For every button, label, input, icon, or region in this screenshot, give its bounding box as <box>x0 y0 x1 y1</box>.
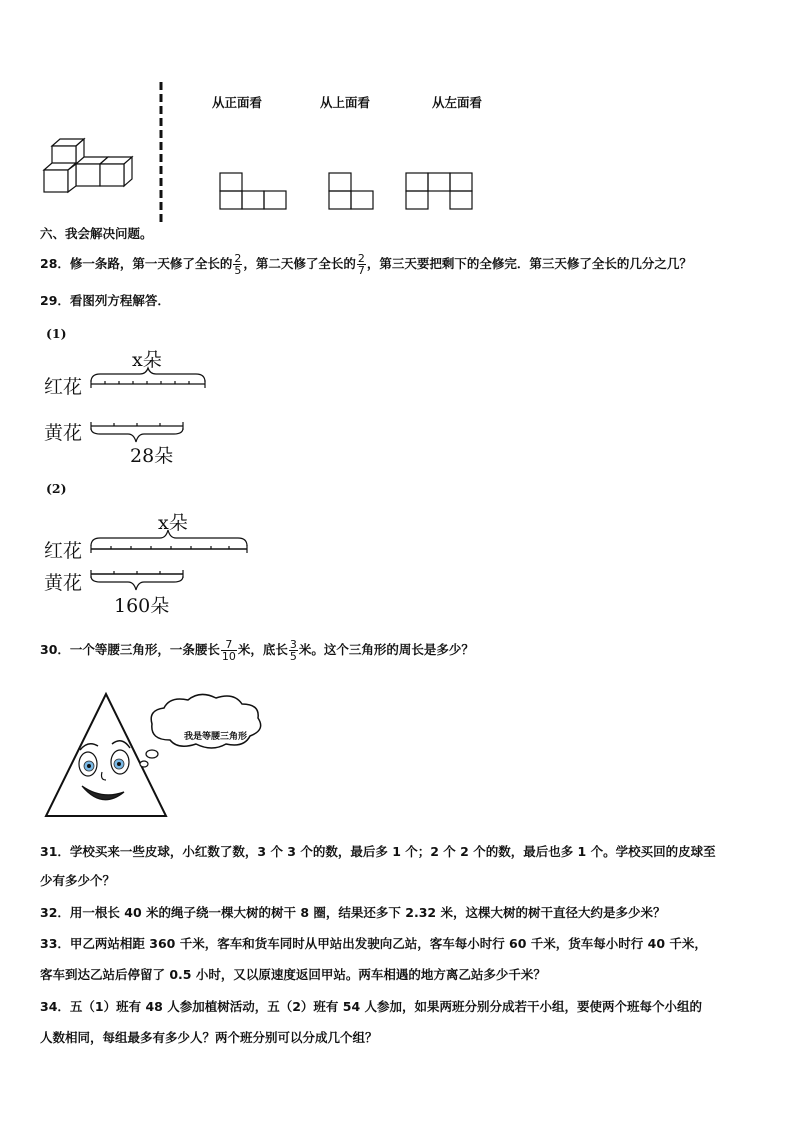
q28-text-b: ，第二天修了全长的 <box>243 256 356 271</box>
question-28 <box>40 253 692 276</box>
question-29-title: 29．看图列方程解答． <box>40 293 170 308</box>
fraction-7-10: $\frac{7}{10}$ <box>221 638 236 663</box>
view-label-left: 从左面看 <box>432 95 483 110</box>
top-view-grid <box>328 172 378 212</box>
q29-1-red-label: 红花 <box>44 376 83 398</box>
front-view-grid <box>219 172 289 212</box>
cube-figure <box>40 136 142 196</box>
question-31-line-1: 31．学校买来一些皮球，小红数了数，3 个 3 个的数，最后多 1 个；2 个 2 个的数，最后也多 1 个。学校买回的皮球至 <box>40 844 716 859</box>
q29-2-diagram <box>88 528 254 592</box>
question-32: 32．用一根长 40 米的绳子绕一棵大树的树干 8 圈，结果还多下 2.32 米，这棵大树的树干直径大约是多少米？ <box>40 905 666 920</box>
q29-2-y-label: 160朵 <box>114 595 170 617</box>
speech-bubble-text: 我是等腰三角形 <box>184 732 248 742</box>
dashed-divider <box>158 82 164 222</box>
question-34-line-2: 人数相同，每组最多有多少人？两个班分别可以分成几个组？ <box>40 1030 378 1045</box>
q30-text-b: 米，底长 <box>237 642 288 657</box>
q29-2-x-label: x朵 <box>158 512 188 534</box>
question-33-line-1: 33．甲乙两站相距 360 千米，客车和货车同时从甲站出发驶向乙站，客车每小时行 60 千米，货车每小时行 40 千米， <box>40 936 707 951</box>
left-view-grid <box>405 172 477 212</box>
triangle-character-illustration <box>40 688 270 824</box>
q28-text-c: ，第三天要把剩下的全修完．第三天修了全长的几分之几？ <box>366 256 692 271</box>
view-label-top: 从上面看 <box>320 95 371 110</box>
question-34-line-1: 34．五（1）班有 48 人参加植树活动，五（2）班有 54 人参加，如果两班分别分成若干小组，要使两个班每个小组的 <box>40 999 702 1014</box>
question-33-line-2: 客车到达乙站后停留了 0.5 小时，又以原速度返回甲站。两车相遇的地方离乙站多少千米？ <box>40 967 546 982</box>
q29-2-red-label: 红花 <box>44 540 83 562</box>
q30-text-a: 30．一个等腰三角形，一条腰长 <box>40 642 220 657</box>
q29-1-y-label: 28朵 <box>130 445 174 467</box>
q29-1-yellow-label: 黄花 <box>44 422 83 444</box>
question-30 <box>40 639 474 662</box>
question-31-line-2: 少有多少个？ <box>40 873 116 888</box>
q29-part-2-label: (2) <box>46 481 67 496</box>
q29-1-diagram <box>88 366 212 444</box>
fraction-3-5: $\frac{3}{5}$ <box>289 638 297 663</box>
q29-part-1-label: (1) <box>46 326 67 341</box>
fraction-2-5: $\frac{2}{5}$ <box>234 252 242 277</box>
q29-2-yellow-label: 黄花 <box>44 572 83 594</box>
fraction-2-7: $\frac{2}{7}$ <box>357 252 365 277</box>
q30-text-c: 米。这个三角形的周长是多少？ <box>298 642 474 657</box>
section-heading: 六、我会解决问题。 <box>40 226 153 241</box>
q28-text-a: 28．修一条路，第一天修了全长的 <box>40 256 233 271</box>
view-label-front: 从正面看 <box>212 95 263 110</box>
q29-1-x-label: x朵 <box>132 349 162 371</box>
